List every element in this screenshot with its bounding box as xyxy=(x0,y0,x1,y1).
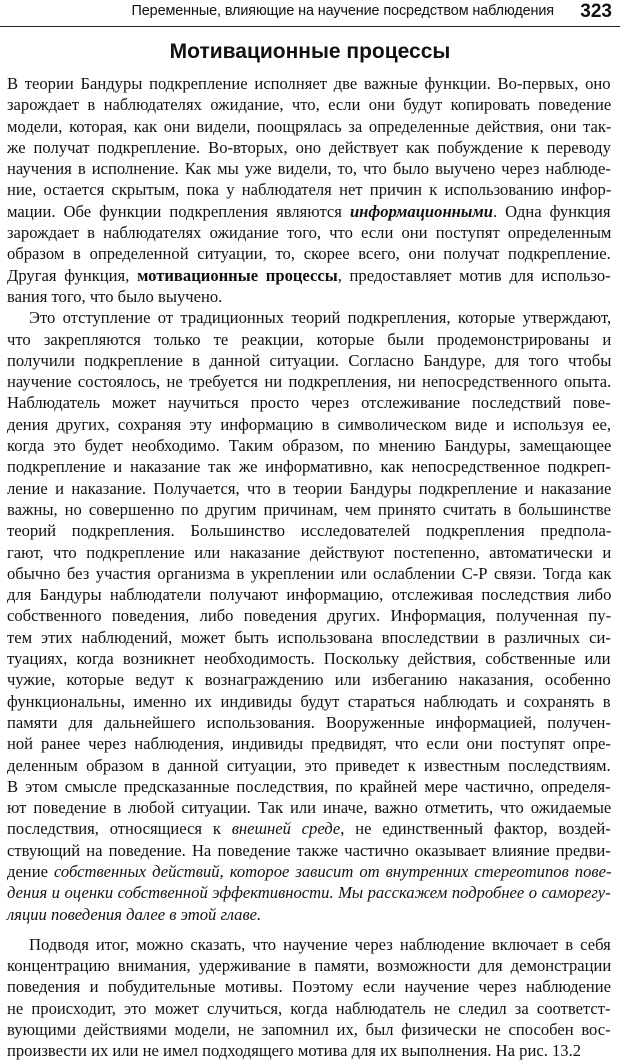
text-run: , предоставляет мотив для использо- xyxy=(337,265,611,285)
page-number: 323 xyxy=(580,1,612,22)
text-run: зарождает в наблюдателях ожидание, что, если они будут копировать поведение xyxy=(7,95,612,115)
text-line xyxy=(7,904,611,925)
text-line xyxy=(7,998,611,1019)
text-run: тем этих наблюдений, может быть использована впоследствии в различных си- xyxy=(7,627,611,647)
text-line xyxy=(7,392,611,413)
text-run: модели, которая, как они видели, поощрялась за определенные действия, они так- xyxy=(7,116,612,136)
text-line xyxy=(7,882,611,903)
text-run: дения других, сохраняя эту информацию в символическом виде и используя ее, xyxy=(7,414,611,434)
text-run: подкрепление и наказание так же информативно, как непосредственное подкреп- xyxy=(7,457,611,477)
text-line xyxy=(7,137,611,158)
text-line xyxy=(7,222,611,243)
text-run: гают, что подкрепление или наказание действуют постепенно, автоматически и xyxy=(7,542,612,562)
text-line xyxy=(7,648,611,669)
text-line xyxy=(7,478,611,499)
text-line xyxy=(7,286,611,307)
text-line xyxy=(7,934,611,955)
text-line xyxy=(7,1040,611,1061)
text-line xyxy=(7,350,611,371)
paragraph xyxy=(7,73,611,307)
emphasis-text: ляции поведения далее в этой главе. xyxy=(7,904,262,924)
text-line xyxy=(7,158,611,179)
text-run: Наблюдатель может научиться просто через отслеживание последствий пове- xyxy=(7,393,611,413)
text-line xyxy=(7,371,611,392)
text-run: обычно без участия организма в укреплении или ослаблении С-Р связи. Тогда как xyxy=(7,563,612,583)
text-line xyxy=(7,116,611,137)
text-line xyxy=(7,733,611,754)
section-title: Мотивационные процессы xyxy=(169,40,451,63)
text-run: же получат подкрепление. Во-вторых, оно действует как побуждение к переводу xyxy=(7,137,611,157)
emphasis-text: собственных действий, которое зависит от внутренних стереотипов пове- xyxy=(53,861,612,881)
text-run: получили подкрепление в данной ситуации. Согласно Бандуре, для того чтобы xyxy=(7,350,612,370)
text-run: концентрацию внимания, удерживание в памяти, возможности для демонстрации xyxy=(7,956,612,976)
text-line xyxy=(7,818,611,839)
text-line xyxy=(7,797,611,818)
text-line xyxy=(7,1019,611,1040)
text-line xyxy=(7,499,611,520)
text-run: научения в исполнение. Как мы уже видели, то, что было выучено через наблюде- xyxy=(7,159,611,179)
text-line xyxy=(7,605,611,626)
paragraph xyxy=(7,934,611,1062)
paragraph-gap xyxy=(7,925,611,934)
text-line xyxy=(7,691,611,712)
text-run: функциональны, именно их индивиды будут стараться наблюдать и сохранять в xyxy=(7,691,611,711)
text-line xyxy=(7,520,611,541)
text-line xyxy=(7,755,611,776)
text-run: ной ранее через наблюдения, индивиды предвидят, что если они поступят опре- xyxy=(7,734,611,754)
text-run: В теории Бандуры подкрепление исполняет две важные функции. Во-первых, оно xyxy=(7,74,611,93)
running-head xyxy=(0,0,620,27)
text-run: что закрепляются только те реакции, которые были продемонстрированы и xyxy=(7,329,612,349)
text-run: ление и наказание. Получается, что в теории Бандуры подкрепление и наказание xyxy=(7,478,612,498)
text-line xyxy=(7,669,611,690)
text-line xyxy=(7,435,611,456)
text-line xyxy=(7,976,611,997)
text-line xyxy=(7,329,611,350)
text-line xyxy=(7,712,611,733)
emphasis-text: информационными xyxy=(349,201,493,221)
text-run: вания того, что было выучено. xyxy=(7,286,223,306)
text-run: теорий подкрепления. Большинство исследователей подкрепления предпола- xyxy=(7,521,612,541)
text-run: Это отступление от традиционных теорий подкрепления, которые утверждают, xyxy=(29,308,612,328)
text-run: ние, остается скрытым, пока у наблюдателя нет причин к использованию инфор- xyxy=(7,180,612,200)
text-run: образом в определенной ситуации, то, скорее всего, они получат подкрепление. xyxy=(7,244,611,264)
text-run: памяти для дальнейшего использования. Вооруженные информацией, получен- xyxy=(7,712,611,732)
text-line xyxy=(7,776,611,797)
text-run: мации. Обе функции подкрепления являются xyxy=(7,201,350,221)
text-line xyxy=(7,861,611,882)
text-run: Подводя итог, можно сказать, что научение через наблюдение включает в себя xyxy=(29,934,611,954)
text-run: последствия, относящиеся к xyxy=(7,819,232,839)
text-line xyxy=(7,201,611,222)
text-line xyxy=(7,542,611,563)
text-run: вующими действиями модели, не запомнил их, был физически не способен вос- xyxy=(7,1020,611,1040)
text-line xyxy=(7,563,611,584)
text-run: . Одна функция xyxy=(492,201,611,221)
text-line xyxy=(7,414,611,435)
text-run: не происходит, это может случиться, когда наблюдатель не следил за соответст- xyxy=(7,998,611,1018)
text-run: ют поведение в любой ситуации. Так или иначе, важно отметить, что ожидаемые xyxy=(7,798,612,818)
text-line xyxy=(7,955,611,976)
text-run: Другая функция, xyxy=(7,265,138,285)
text-run: для Бандуры наблюдатели получают информацию, отслеживая последствия либо xyxy=(7,585,612,605)
text-run: туациях, когда возникнет необходимость. Поскольку действия, собственные или xyxy=(7,649,611,669)
text-run: собственного поведения, либо поведения других. Информация, полученная пу- xyxy=(7,606,612,626)
text-run: когда это будет необходимо. Таким образом, по мнению Бандуры, замещающее xyxy=(7,436,612,456)
running-title: Переменные, влияющие на научение посредством наблюдения xyxy=(131,3,554,19)
text-line xyxy=(7,243,611,264)
text-run: важны, но совершенно по другим причинам, чем принято считать в большинстве xyxy=(7,499,611,519)
text-line xyxy=(7,627,611,648)
text-run: чужие, которые ведут к вознаграждению или избеганию наказания, особенно xyxy=(7,670,611,690)
text-run: зарождает в наблюдателях ожидание того, что если они поступят определенным xyxy=(7,223,612,243)
paragraph xyxy=(7,307,611,925)
emphasis-text: мотивационные процессы xyxy=(137,265,338,285)
body-text xyxy=(7,73,611,1062)
emphasis-text: внешней среде xyxy=(231,819,341,839)
text-line xyxy=(7,73,611,94)
text-run: ствующий на поведение. На поведение также частично оказывает влияние предви- xyxy=(7,840,611,860)
text-line xyxy=(7,307,611,328)
text-line xyxy=(7,456,611,477)
text-line xyxy=(7,840,611,861)
text-run: произвести их или не имел подходящего мотива для их выполнения. На рис. 13.2 xyxy=(7,1041,582,1061)
text-run: В этом смысле предсказанные последствия, по крайней мере частично, определя- xyxy=(7,776,611,796)
text-line xyxy=(7,584,611,605)
text-run: дение xyxy=(7,861,54,881)
text-line xyxy=(7,265,611,286)
text-run: , не единственный фактор, воздей- xyxy=(340,819,611,839)
text-run: поведения и побудительные мотивы. Поэтому если научение через наблюдение xyxy=(7,977,612,997)
text-line xyxy=(7,179,611,200)
text-run: научение состоялось, не требуется ни подкрепления, ни непосредственного опыта. xyxy=(7,372,612,392)
emphasis-text: дения и оценки собственной эффективности. Мы расскажем подробнее о саморегу- xyxy=(7,883,611,903)
text-run: деленным образом в данной ситуации, это приведет к известным последствиям. xyxy=(7,755,611,775)
text-line xyxy=(7,94,611,115)
